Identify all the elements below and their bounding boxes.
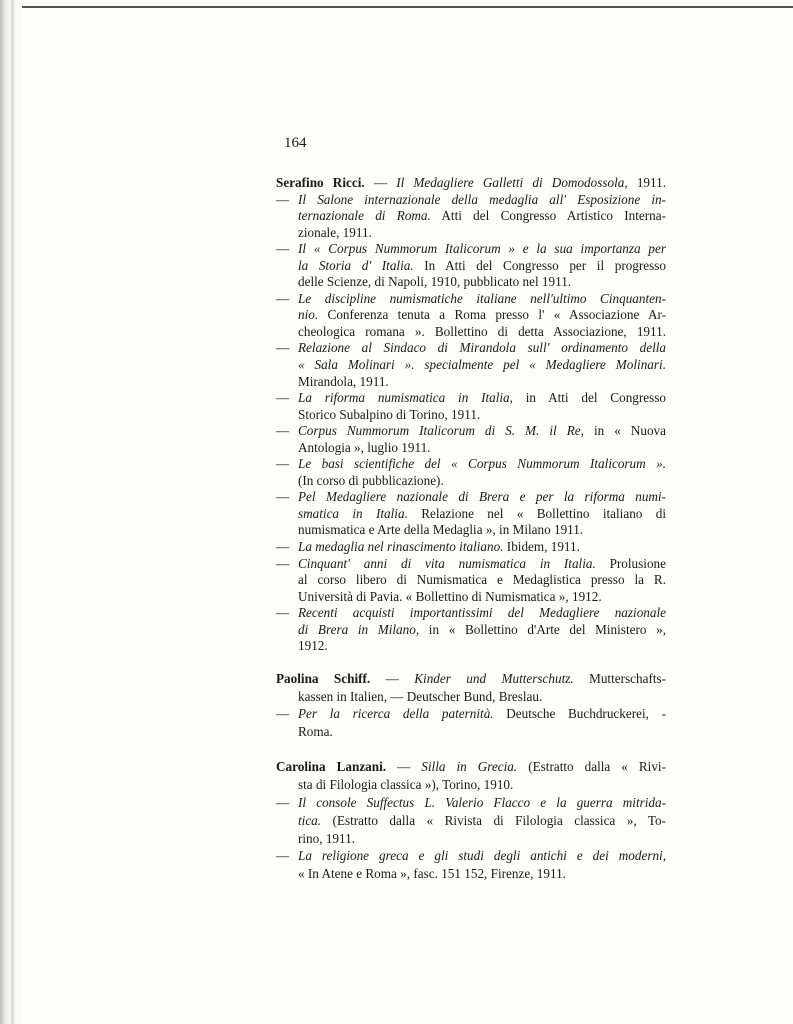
citation-text: numismatica e Arte della Medaglia », in Milano 1911. <box>298 522 584 538</box>
line-text <box>298 605 666 622</box>
line-text <box>298 340 666 357</box>
bibliography-line <box>276 522 666 539</box>
bibliography-line <box>276 489 666 506</box>
citation-text: in « Bollettino d'Arte del Ministero », <box>419 621 666 637</box>
work-title: Relazione al Sindaco di Mirandola sull' ordinamento della <box>298 340 666 356</box>
line-text <box>298 241 666 258</box>
bibliography-line <box>276 724 666 742</box>
line-text <box>298 291 666 308</box>
line-text <box>298 522 666 539</box>
work-title: La medaglia nel rinascimento italiano. <box>298 539 504 555</box>
citation-text: al corso libero di Numismatica e Medaglistica presso la R. <box>298 572 666 588</box>
citation-text: sta di Filologia classica »), Torino, 1910. <box>298 776 514 792</box>
work-title: Kinder und Mutterschutz. <box>414 671 574 686</box>
line-text <box>298 192 666 209</box>
work-title: Silla in Grecia. <box>421 759 518 774</box>
entry-dash: — <box>276 794 290 810</box>
bibliography-line <box>276 638 666 655</box>
line-text <box>298 866 666 883</box>
line-text <box>298 706 666 723</box>
line-text <box>298 324 666 341</box>
bibliography-line <box>276 795 666 813</box>
work-title: Recenti acquisti importantissimi del Medagliere nazionale <box>298 605 666 621</box>
bibliography-line <box>276 225 666 242</box>
citation-text: Ibidem, 1911. <box>503 539 580 555</box>
author-line <box>276 759 666 777</box>
entry-dash: — <box>276 848 290 864</box>
line-text <box>298 539 666 556</box>
citation-text: Deutsche Buchdruckerei, - <box>493 706 666 721</box>
line-text <box>298 589 666 606</box>
bibliography-line <box>276 274 666 291</box>
line-text <box>298 390 666 407</box>
citation-text: (Estratto dalla « Rivista di Filologia classica », To- <box>321 812 666 828</box>
bibliography-line <box>276 456 666 473</box>
entry-dash: — <box>276 489 290 505</box>
line-text <box>298 556 666 573</box>
bibliography-line <box>276 340 666 357</box>
citation-text: (Estratto dalla « Rivi- <box>517 759 666 774</box>
line-text <box>298 489 666 506</box>
work-title: Corpus Nummorum Italicorum di S. M. il Re, <box>298 423 584 439</box>
author-name: Paolina Schiff. <box>276 671 371 686</box>
citation-text: rino, 1911. <box>298 830 356 846</box>
citation-text: — <box>386 759 422 774</box>
line-text <box>298 374 666 391</box>
citation-text: Mirandola, 1911. <box>298 373 389 389</box>
line-text <box>298 274 666 291</box>
bibliography-line <box>276 374 666 391</box>
citation-text: — <box>364 175 397 190</box>
bibliography-line <box>276 208 666 225</box>
bibliography-line <box>276 605 666 622</box>
bibliography-line <box>276 813 666 831</box>
bibliography-line <box>276 390 666 407</box>
citation-text: cheologica romana ». Bollettino di detta Associazione, 1911. <box>298 323 666 339</box>
citation-text: Antologia », luglio 1911. <box>298 439 431 455</box>
citation-text: In Atti del Congresso per il progresso <box>413 257 666 273</box>
entry-dash: — <box>276 706 290 721</box>
work-title: « Sala Molinari ». specialmente pel « Medagliere Molinari. <box>298 357 666 373</box>
line-text <box>298 307 666 324</box>
bibliography-line <box>276 357 666 374</box>
citation-text: 1911. <box>627 175 666 190</box>
work-title: Il « Corpus Nummorum Italicorum » e la sua importanza per <box>298 241 666 257</box>
line-text <box>298 258 666 275</box>
bibliography-line <box>276 831 666 849</box>
entry-dash: — <box>276 539 290 555</box>
bibliography-line <box>276 556 666 573</box>
bibliography-line <box>276 622 666 639</box>
citation-text: Atti del Congresso Artistico Interna- <box>430 208 666 224</box>
line-text <box>298 407 666 424</box>
line-text <box>298 848 666 865</box>
line-text <box>298 724 666 741</box>
bibliography-line <box>276 848 666 866</box>
line-text <box>298 208 666 225</box>
entry-dash: — <box>276 605 290 621</box>
entry-dash: — <box>276 340 290 356</box>
work-title: Le discipline numismatiche italiane nell'ultimo Cinquanten- <box>298 290 666 306</box>
bibliography-line <box>276 440 666 457</box>
bibliography-line <box>276 777 666 795</box>
entry-dash: — <box>276 290 290 306</box>
scan-binding-edge <box>0 0 22 1024</box>
line-text <box>298 622 666 639</box>
line-text <box>298 813 666 830</box>
citation-text: delle Scienze, di Napoli, 1910, pubblicato nel 1911. <box>298 274 572 290</box>
bibliography-line <box>276 192 666 209</box>
line-text <box>298 225 666 242</box>
bibliography-line <box>276 473 666 490</box>
line-text <box>298 638 666 655</box>
author-line <box>276 175 666 192</box>
entry-dash: — <box>276 191 290 207</box>
line-text <box>298 456 666 473</box>
author-name: Serafino Ricci. <box>276 175 365 190</box>
page-number: 164 <box>284 135 307 151</box>
author-name: Carolina Lanzani. <box>276 759 387 774</box>
bibliography-line <box>276 258 666 275</box>
work-title: La religione greca e gli studi degli antichi e dei moderni, <box>298 848 666 864</box>
bibliography-line <box>276 407 666 424</box>
line-text <box>276 759 666 776</box>
bibliography-line <box>276 572 666 589</box>
citation-text: Prolusione <box>595 555 666 571</box>
citation-text: kassen in Italien, — Deutscher Bund, Breslau. <box>298 688 543 704</box>
citation-text: zionale, 1911. <box>298 224 372 240</box>
entry-carolina-lanzani <box>276 759 666 884</box>
citation-text: Conferenza tenuta a Roma presso l' « Associazione Ar- <box>318 307 666 323</box>
work-title: Il console Suffectus L. Valerio Flacco e la guerra mitrida- <box>298 794 666 810</box>
line-text <box>298 506 666 523</box>
citation-text: 1912. <box>298 638 328 654</box>
line-text <box>298 572 666 589</box>
line-text <box>298 831 666 848</box>
bibliography-line <box>276 866 666 884</box>
work-title: smatica in Italia. <box>298 505 408 521</box>
line-text <box>298 423 666 440</box>
citation-text: in « Nuova <box>583 423 666 439</box>
citation-text: Relazione nel « Bollettino italiano di <box>407 505 666 521</box>
entry-dash: — <box>276 241 290 257</box>
bibliography-line <box>276 589 666 606</box>
work-title: tica. <box>298 812 322 828</box>
work-title: Le basi scientifiche del « Corpus Nummorum Italicorum ». <box>298 456 666 472</box>
bibliography-line <box>276 241 666 258</box>
line-text <box>298 473 666 490</box>
work-title: la Storia d' Italia. <box>298 257 414 273</box>
bibliography-line <box>276 539 666 556</box>
line-text <box>276 671 666 688</box>
work-title: ternazionale di Roma. <box>298 208 431 224</box>
citation-text: — <box>370 671 415 686</box>
entry-dash: — <box>276 390 290 406</box>
citation-text: Storico Subalpino di Torino, 1911. <box>298 406 481 422</box>
line-text <box>298 440 666 457</box>
work-title: Il Salone internazionale della medaglia all' Esposizione in- <box>298 191 666 207</box>
page-top-rule <box>22 6 793 8</box>
work-title: di Brera in Milano, <box>298 621 420 637</box>
line-text <box>298 795 666 812</box>
entry-dash: — <box>276 423 290 439</box>
citation-text: in Atti del Congresso <box>512 390 666 406</box>
bibliography-line <box>276 706 666 724</box>
bibliography-line <box>276 506 666 523</box>
bibliography-line <box>276 689 666 707</box>
line-text <box>298 777 666 794</box>
work-title: Per la ricerca della paternità. <box>298 706 494 721</box>
line-text <box>276 175 666 192</box>
bibliography-line <box>276 423 666 440</box>
bibliography-line <box>276 324 666 341</box>
entry-serafino-ricci <box>276 175 666 655</box>
citation-text: (In corso di pubblicazione). <box>298 472 444 488</box>
work-title: Cinquant' anni di vita numismatica in Italia. <box>298 555 596 571</box>
bibliography-line <box>276 291 666 308</box>
author-line <box>276 671 666 689</box>
entry-dash: — <box>276 555 290 571</box>
entry-paolina-schiff <box>276 671 666 741</box>
work-title: Pel Medagliere nazionale di Brera e per la riforma numi- <box>298 489 666 505</box>
work-title: nio. <box>298 307 319 323</box>
entry-dash: — <box>276 456 290 472</box>
line-text <box>298 357 666 374</box>
line-text <box>298 689 666 706</box>
citation-text: Roma. <box>298 723 333 739</box>
work-title: Il Medagliere Galletti di Domodossola, <box>396 175 628 190</box>
bibliography-line <box>276 307 666 324</box>
work-title: La riforma numismatica in Italia, <box>298 390 513 406</box>
citation-text: Università di Pavia. « Bollettino di Numismatica », 1912. <box>298 588 602 604</box>
citation-text: Mutterschafts- <box>573 671 666 686</box>
citation-text: « In Atene e Roma », fasc. 151 152, Firenze, 1911. <box>298 866 566 882</box>
